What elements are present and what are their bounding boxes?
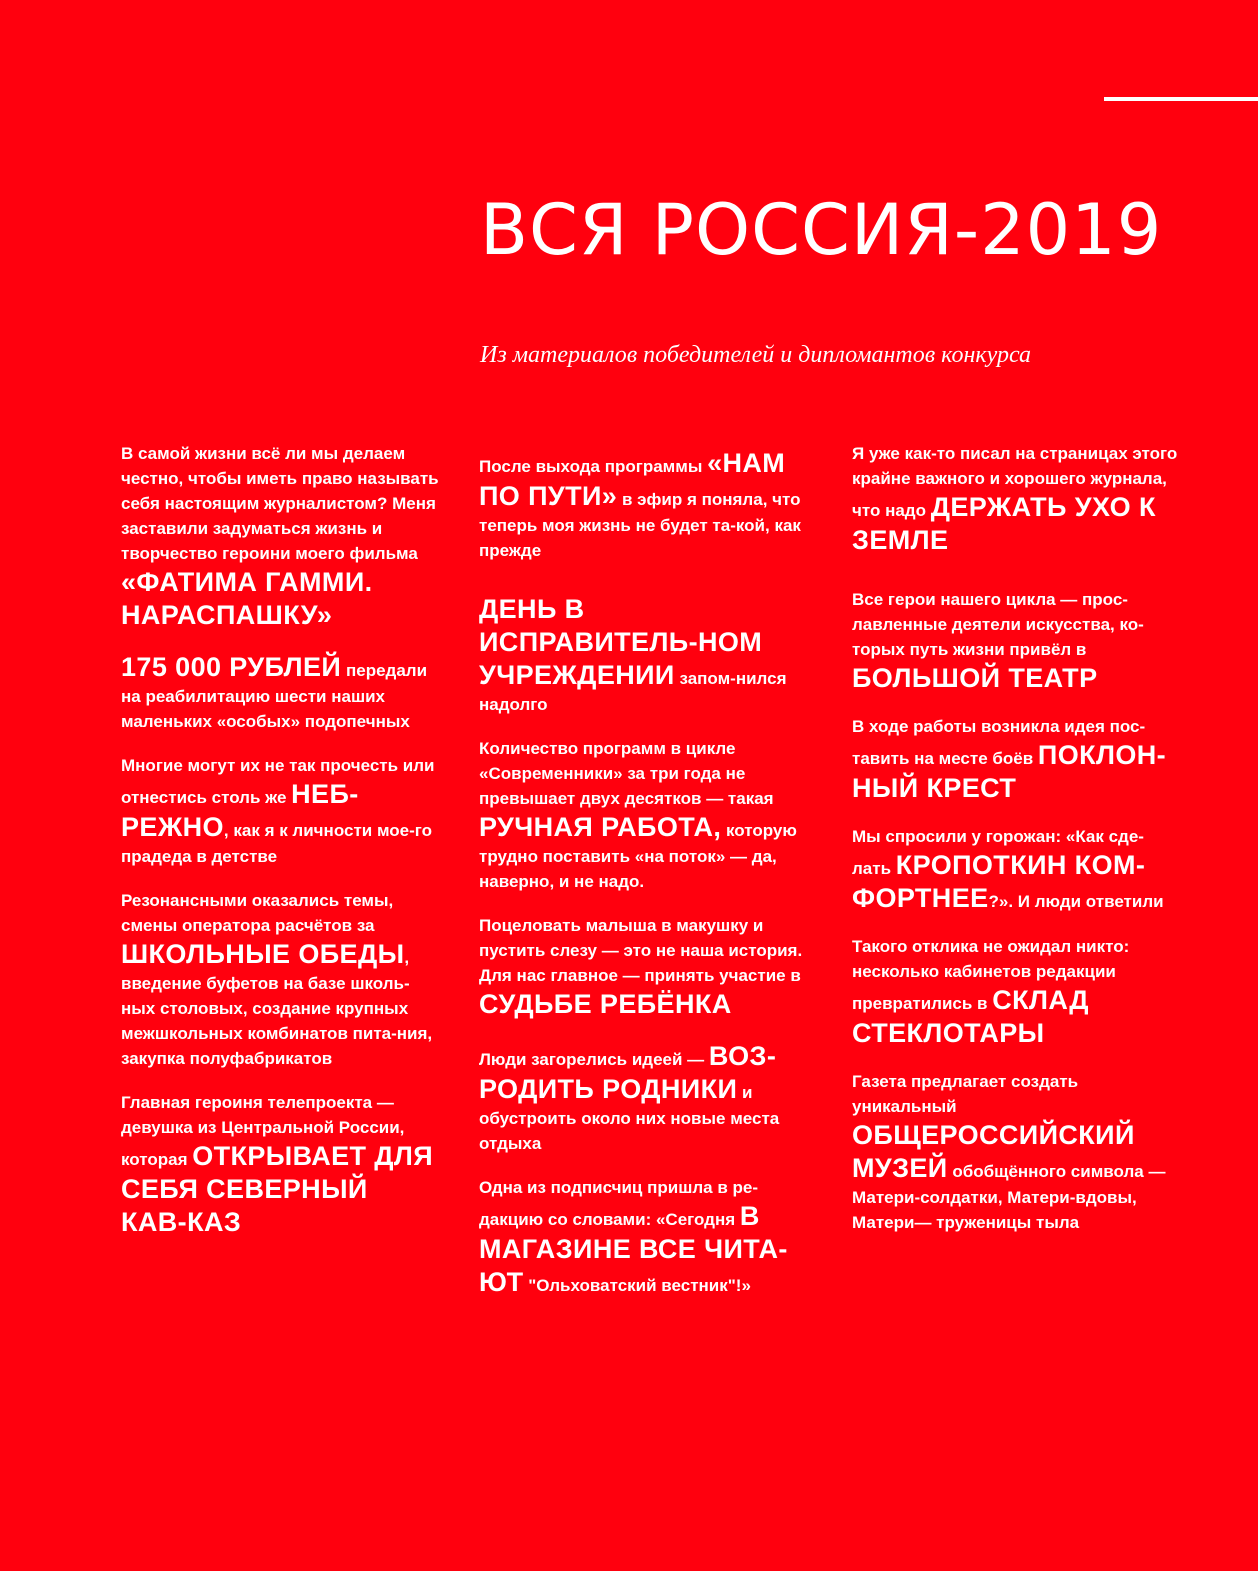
quote-block: В ходе работы возникла идея пос-тавить на месте боёв ПОКЛОН-НЫЙ КРЕСТ (852, 717, 1167, 803)
quote-block: 175 000 РУБЛЕЙ передали на реабилитацию шести наших маленьких «особых» подопечных (121, 652, 428, 731)
quote-highlight: БОЛЬШОЙ ТЕАТР (852, 663, 1098, 693)
quote-highlight: ОТКРЫВАЕТ ДЛЯ СЕБЯ СЕВЕРНЫЙ КАВ-КАЗ (121, 1141, 434, 1237)
quote-highlight: «НАМ ПО ПУТИ» (479, 448, 786, 511)
top-right-rule (1104, 97, 1258, 101)
quote-block: Я уже как-то писал на страницах этого крайне важного и хорошего журнала, что надо ДЕРЖАТЬ УХО К ЗЕМЛЕ (852, 444, 1178, 555)
quote-block: Главная героиня телепроекта — девушка из Центральной России, которая ОТКРЫВАЕТ ДЛЯ СЕБЯ СЕВЕРНЫЙ КАВ-КАЗ (121, 1093, 434, 1237)
quote-highlight: ОБЩЕРОССИЙСКИЙ МУЗЕЙ (852, 1120, 1135, 1183)
column-2 (479, 441, 809, 1318)
quote-highlight: СУДЬБЕ РЕБЁНКА (479, 989, 732, 1019)
quote-highlight: НЕБ-РЕЖНО (121, 779, 359, 842)
quote-highlight: ДЕНЬ В ИСПРАВИТЕЛЬ-НОМ УЧРЕЖДЕНИИ (479, 594, 763, 690)
quote-block: Одна из подписчиц пришла в ре-дакцию со словами: «Сегодня В МАГАЗИНЕ ВСЕ ЧИТА-ЮТ "Ольховатский вестник"!» (479, 1178, 788, 1297)
quote-highlight: ДЕРЖАТЬ УХО К ЗЕМЛЕ (852, 492, 1156, 555)
quote-highlight: «ФАТИМА ГАММИ. НАРАСПАШКУ» (121, 567, 373, 630)
quote-block: Мы спросили у горожан: «Как сде-лать КРОПОТКИН КОМ-ФОРТНЕЕ?». И люди ответили (852, 827, 1164, 913)
quote-block: Все герои нашего цикла — прос-лавленные деятели искусства, ко-торых путь жизни привёл в БОЛЬШОЙ ТЕАТР (852, 590, 1144, 693)
quote-highlight: 175 000 РУБЛЕЙ (121, 652, 342, 682)
quote-highlight: В МАГАЗИНЕ ВСЕ ЧИТА-ЮТ (479, 1201, 788, 1297)
page-title: ВСЯ РОССИЯ-2019 (480, 189, 1163, 271)
quote-block: В самой жизни всё ли мы делаем честно, чтобы иметь право называть себя настоящим журналистом? Меня заставили задуматься жизнь и творчество героини моего фильма «ФАТИМА ГАММИ. НАРАСПАШКУ» (121, 444, 439, 630)
quote-highlight: ВОЗ-РОДИТЬ РОДНИКИ (479, 1041, 777, 1104)
quote-block: Многие могут их не так прочесть или отнестись столь же НЕБ-РЕЖНО, как я к личности мое-го прадеда в детстве (121, 756, 435, 866)
quote-block: Газета предлагает создать уникальный ОБЩЕРОССИЙСКИЙ МУЗЕЙ обобщённого символа — Матери-солдатки, Матери-вдовы, Матери— труженицы тыла (852, 1072, 1166, 1232)
quote-block: Резонансными оказались темы, смены оператора расчётов за ШКОЛЬНЫЕ ОБЕДЫ, введение буфетов на базе школь-ных столовых, создание крупных межшкольных комбинатов пита-ния, закупка полуфабрикатов (121, 891, 433, 1068)
quote-highlight: ПОКЛОН-НЫЙ КРЕСТ (852, 740, 1167, 803)
quote-block: Люди загорелись идеей — ВОЗ-РОДИТЬ РОДНИКИ и обустроить около них новые места отдыха (479, 1041, 780, 1153)
quote-highlight: ШКОЛЬНЫЕ ОБЕДЫ (121, 939, 405, 969)
quote-block: Поцеловать малыша в макушку и пустить слезу — это не наша история. Для нас главное — принять участие в СУДЬБЕ РЕБЁНКА (479, 916, 803, 1019)
quote-highlight: СКЛАД СТЕКЛОТАРЫ (852, 985, 1089, 1048)
column-3 (852, 441, 1182, 1254)
quote-block: Такого отклика не ожидал никто: несколько кабинетов редакции превратились в СКЛАД СТЕКЛОТАРЫ (852, 937, 1130, 1048)
quote-block: После выхода программы «НАМ ПО ПУТИ» в эфир я поняла, что теперь моя жизнь не будет та-кой, как прежде (479, 448, 801, 560)
page-subtitle: Из материалов победителей и дипломантов конкурса (480, 342, 1031, 368)
quote-block: ДЕНЬ В ИСПРАВИТЕЛЬ-НОМ УЧРЕЖДЕНИИ запом-нился надолго (479, 594, 787, 714)
column-1 (121, 441, 441, 1258)
quote-highlight: КРОПОТКИН КОМ-ФОРТНЕЕ (852, 850, 1146, 913)
quote-highlight: РУЧНАЯ РАБОТА, (479, 812, 722, 842)
quote-block: Количество программ в цикле «Современники» за три года не превышает двух десятков — такая РУЧНАЯ РАБОТА, которую трудно поставить «на поток» — да, наверно, и не надо. (479, 739, 797, 891)
